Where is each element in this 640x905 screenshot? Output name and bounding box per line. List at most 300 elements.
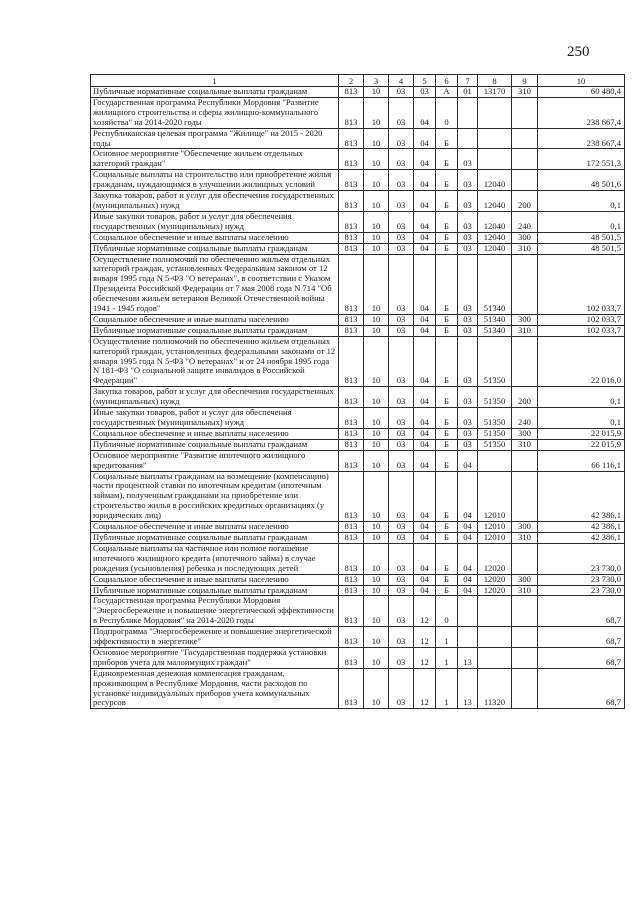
expense-type-cell: 310 xyxy=(512,325,538,336)
amount-cell: 48 501,5 xyxy=(538,232,625,243)
amount-cell: 68,7 xyxy=(538,668,625,709)
measure-cell xyxy=(458,596,478,627)
program-cell: 04 xyxy=(414,585,436,596)
direction-cell: 12040 xyxy=(478,232,512,243)
admin-code-cell: 813 xyxy=(339,170,364,191)
direction-cell: 51350 xyxy=(478,387,512,408)
subprogram-cell: Б xyxy=(436,387,458,408)
admin-code-cell: 813 xyxy=(339,543,364,574)
measure-cell: 04 xyxy=(458,450,478,471)
program-cell: 04 xyxy=(414,408,436,429)
subsection-cell: 03 xyxy=(389,314,414,325)
header-cell: 1 xyxy=(91,75,339,87)
measure-cell: 04 xyxy=(458,585,478,596)
expense-type-cell xyxy=(512,471,538,522)
section-cell: 10 xyxy=(364,149,389,170)
header-cell: 6 xyxy=(436,75,458,87)
header-cell: 5 xyxy=(414,75,436,87)
admin-code-cell: 813 xyxy=(339,668,364,709)
amount-cell: 48 501,6 xyxy=(538,170,625,191)
amount-cell: 42 386,1 xyxy=(538,522,625,533)
header-cell: 10 xyxy=(538,75,625,87)
table-body xyxy=(91,87,625,709)
subprogram-cell: Б xyxy=(436,336,458,387)
amount-cell: 68,7 xyxy=(538,647,625,668)
section-cell: 10 xyxy=(364,574,389,585)
subprogram-cell: Б xyxy=(436,191,458,212)
admin-code-cell: 813 xyxy=(339,585,364,596)
amount-cell: 0,1 xyxy=(538,387,625,408)
section-cell: 10 xyxy=(364,471,389,522)
direction-cell: 51340 xyxy=(478,254,512,314)
table-row xyxy=(91,439,625,450)
subsection-cell: 03 xyxy=(389,574,414,585)
section-cell: 10 xyxy=(364,254,389,314)
row-name-cell: Социальные выплаты на строительство или приобретение жилья гражданам, нуждающимся в улучшении жилищных условий xyxy=(91,170,339,191)
table-header xyxy=(91,75,625,87)
row-name-cell: Основное мероприятие "Обеспечение жильем отдельных категорий граждан" xyxy=(91,149,339,170)
subsection-cell: 03 xyxy=(389,543,414,574)
measure-cell xyxy=(458,128,478,149)
expense-type-cell xyxy=(512,450,538,471)
table-row xyxy=(91,387,625,408)
program-cell: 04 xyxy=(414,325,436,336)
subsection-cell: 03 xyxy=(389,254,414,314)
measure-cell: 03 xyxy=(458,211,478,232)
measure-cell: 04 xyxy=(458,532,478,543)
row-name-cell: Республиканская целевая программа "Жилище" на 2015 - 2020 годы xyxy=(91,128,339,149)
admin-code-cell: 813 xyxy=(339,471,364,522)
expense-type-cell: 300 xyxy=(512,428,538,439)
amount-cell: 22 015,9 xyxy=(538,439,625,450)
program-cell: 12 xyxy=(414,627,436,648)
amount-cell: 23 730,0 xyxy=(538,574,625,585)
expense-type-cell xyxy=(512,627,538,648)
program-cell: 04 xyxy=(414,97,436,128)
direction-cell: 51340 xyxy=(478,325,512,336)
measure-cell: 03 xyxy=(458,170,478,191)
measure-cell: 03 xyxy=(458,232,478,243)
section-cell: 10 xyxy=(364,532,389,543)
subprogram-cell: Б xyxy=(436,408,458,429)
subsection-cell: 03 xyxy=(389,97,414,128)
amount-cell: 60 480,4 xyxy=(538,87,625,98)
expense-type-cell: 300 xyxy=(512,232,538,243)
measure-cell: 03 xyxy=(458,428,478,439)
expense-type-cell xyxy=(512,170,538,191)
section-cell: 10 xyxy=(364,647,389,668)
admin-code-cell: 813 xyxy=(339,532,364,543)
admin-code-cell: 813 xyxy=(339,574,364,585)
amount-cell: 23 730,0 xyxy=(538,585,625,596)
admin-code-cell: 813 xyxy=(339,149,364,170)
row-name-cell: Иные закупки товаров, работ и услуг для обеспечения государственных (муниципальных) нужд xyxy=(91,211,339,232)
admin-code-cell: 813 xyxy=(339,627,364,648)
table-row xyxy=(91,243,625,254)
direction-cell: 51350 xyxy=(478,336,512,387)
expense-type-cell xyxy=(512,647,538,668)
program-cell: 04 xyxy=(414,387,436,408)
table-row xyxy=(91,596,625,627)
subprogram-cell: Б xyxy=(436,585,458,596)
section-cell: 10 xyxy=(364,97,389,128)
measure-cell: 03 xyxy=(458,314,478,325)
amount-cell: 42 386,1 xyxy=(538,532,625,543)
table-row xyxy=(91,149,625,170)
section-cell: 10 xyxy=(364,543,389,574)
amount-cell: 23 730,0 xyxy=(538,543,625,574)
subsection-cell: 03 xyxy=(389,149,414,170)
section-cell: 10 xyxy=(364,170,389,191)
subprogram-cell: Б xyxy=(436,254,458,314)
row-name-cell: Публичные нормативные социальные выплаты гражданам xyxy=(91,325,339,336)
row-name-cell: Осуществление полномочий по обеспечению жильем отдельных категорий граждан, установленных Федеральным законом от 12 января 1995 года N 5-ФЗ "О ветеранах", в соответствии с Указом Президента Российской Федерации от 7 мая 2008 года N 714 "Об обеспечении жильем ветеранов Великой Отечественной войны 1941 - 1945 годов" xyxy=(91,254,339,314)
measure-cell: 03 xyxy=(458,243,478,254)
direction-cell xyxy=(478,450,512,471)
table-row xyxy=(91,314,625,325)
section-cell: 10 xyxy=(364,668,389,709)
direction-cell: 12020 xyxy=(478,585,512,596)
measure-cell xyxy=(458,97,478,128)
row-name-cell: Публичные нормативные социальные выплаты гражданам xyxy=(91,585,339,596)
table-row xyxy=(91,325,625,336)
section-cell: 10 xyxy=(364,325,389,336)
amount-cell: 22 015,9 xyxy=(538,428,625,439)
subsection-cell: 03 xyxy=(389,627,414,648)
program-cell: 04 xyxy=(414,543,436,574)
direction-cell: 13170 xyxy=(478,87,512,98)
subprogram-cell: 0 xyxy=(436,97,458,128)
subsection-cell: 03 xyxy=(389,128,414,149)
subprogram-cell: 1 xyxy=(436,627,458,648)
admin-code-cell: 813 xyxy=(339,128,364,149)
direction-cell: 12010 xyxy=(478,471,512,522)
expense-type-cell: 200 xyxy=(512,191,538,212)
amount-cell: 0,1 xyxy=(538,408,625,429)
expense-type-cell: 300 xyxy=(512,522,538,533)
admin-code-cell: 813 xyxy=(339,191,364,212)
table-row xyxy=(91,87,625,98)
expense-type-cell: 310 xyxy=(512,87,538,98)
row-name-cell: Социальное обеспечение и иные выплаты населению xyxy=(91,232,339,243)
table-row xyxy=(91,574,625,585)
amount-cell: 238 667,4 xyxy=(538,128,625,149)
table-row xyxy=(91,647,625,668)
subsection-cell: 03 xyxy=(389,408,414,429)
expense-type-cell: 240 xyxy=(512,211,538,232)
subprogram-cell: Б xyxy=(436,574,458,585)
admin-code-cell: 813 xyxy=(339,387,364,408)
table-row xyxy=(91,668,625,709)
row-name-cell: Публичные нормативные социальные выплаты гражданам xyxy=(91,243,339,254)
admin-code-cell: 813 xyxy=(339,254,364,314)
expense-type-cell xyxy=(512,543,538,574)
direction-cell xyxy=(478,149,512,170)
subprogram-cell: Б xyxy=(436,471,458,522)
direction-cell: 12040 xyxy=(478,211,512,232)
row-name-cell: Публичные нормативные социальные выплаты гражданам xyxy=(91,87,339,98)
table-row xyxy=(91,522,625,533)
subprogram-cell: Б xyxy=(436,543,458,574)
subprogram-cell: Б xyxy=(436,314,458,325)
row-name-cell: Государственная программа Республики Мордовия "Энергосбережение и повышение энергетической эффективности в Республике Мордовия" на 2014-2020 годы xyxy=(91,596,339,627)
amount-cell: 66 116,1 xyxy=(538,450,625,471)
row-name-cell: Закупка товаров, работ и услуг для обеспечения государственных (муниципальных) нужд xyxy=(91,191,339,212)
admin-code-cell: 813 xyxy=(339,325,364,336)
direction-cell xyxy=(478,596,512,627)
expense-type-cell xyxy=(512,596,538,627)
program-cell: 04 xyxy=(414,191,436,212)
measure-cell: 03 xyxy=(458,439,478,450)
direction-cell: 12020 xyxy=(478,543,512,574)
program-cell: 04 xyxy=(414,450,436,471)
admin-code-cell: 813 xyxy=(339,336,364,387)
measure-cell: 01 xyxy=(458,87,478,98)
measure-cell: 13 xyxy=(458,647,478,668)
amount-cell: 22 016,0 xyxy=(538,336,625,387)
row-name-cell: Социальное обеспечение и иные выплаты населению xyxy=(91,522,339,533)
admin-code-cell: 813 xyxy=(339,522,364,533)
direction-cell xyxy=(478,647,512,668)
subprogram-cell: Б xyxy=(436,439,458,450)
header-row xyxy=(91,75,625,87)
row-name-cell: Иные закупки товаров, работ и услуг для обеспечения государственных (муниципальных) нужд xyxy=(91,408,339,429)
table-row xyxy=(91,97,625,128)
program-cell: 04 xyxy=(414,336,436,387)
header-cell: 2 xyxy=(339,75,364,87)
measure-cell: 03 xyxy=(458,191,478,212)
table-row xyxy=(91,627,625,648)
direction-cell: 51340 xyxy=(478,314,512,325)
row-name-cell: Социальные выплаты на частичное или полное погашение ипотечного жилищного кредита (ипотечного займа) в случае рождения (усыновления) ребенка и последующих детей xyxy=(91,543,339,574)
amount-cell: 68,7 xyxy=(538,596,625,627)
expense-type-cell xyxy=(512,149,538,170)
subsection-cell: 03 xyxy=(389,471,414,522)
program-cell: 04 xyxy=(414,439,436,450)
subprogram-cell: 1 xyxy=(436,647,458,668)
direction-cell: 12020 xyxy=(478,574,512,585)
subprogram-cell: Б xyxy=(436,532,458,543)
subsection-cell: 03 xyxy=(389,211,414,232)
row-name-cell: Подпрограмма "Энергосбережение и повышение энергетической эффективности в энергетике" xyxy=(91,627,339,648)
direction-cell: 11320 xyxy=(478,668,512,709)
subsection-cell: 03 xyxy=(389,532,414,543)
measure-cell: 03 xyxy=(458,336,478,387)
measure-cell: 03 xyxy=(458,387,478,408)
measure-cell: 13 xyxy=(458,668,478,709)
expense-type-cell: 200 xyxy=(512,387,538,408)
subprogram-cell: Б xyxy=(436,428,458,439)
section-cell: 10 xyxy=(364,314,389,325)
direction-cell: 12010 xyxy=(478,522,512,533)
table-row xyxy=(91,585,625,596)
program-cell: 04 xyxy=(414,243,436,254)
subprogram-cell: Б xyxy=(436,325,458,336)
table-row xyxy=(91,254,625,314)
row-name-cell: Социальное обеспечение и иные выплаты населению xyxy=(91,574,339,585)
section-cell: 10 xyxy=(364,211,389,232)
program-cell: 12 xyxy=(414,647,436,668)
subsection-cell: 03 xyxy=(389,325,414,336)
table-row xyxy=(91,211,625,232)
subsection-cell: 03 xyxy=(389,428,414,439)
table-row xyxy=(91,450,625,471)
direction-cell: 12040 xyxy=(478,243,512,254)
amount-cell: 172 551,3 xyxy=(538,149,625,170)
amount-cell: 68,7 xyxy=(538,627,625,648)
subsection-cell: 03 xyxy=(389,668,414,709)
amount-cell: 102 033,7 xyxy=(538,314,625,325)
expense-type-cell xyxy=(512,254,538,314)
row-name-cell: Закупка товаров, работ и услуг для обеспечения государственных (муниципальных) нужд xyxy=(91,387,339,408)
subprogram-cell: Б xyxy=(436,149,458,170)
table-row xyxy=(91,232,625,243)
section-cell: 10 xyxy=(364,387,389,408)
admin-code-cell: 813 xyxy=(339,596,364,627)
section-cell: 10 xyxy=(364,191,389,212)
table-row xyxy=(91,191,625,212)
measure-cell: 03 xyxy=(458,325,478,336)
measure-cell: 03 xyxy=(458,149,478,170)
section-cell: 10 xyxy=(364,428,389,439)
program-cell: 12 xyxy=(414,596,436,627)
expense-type-cell: 300 xyxy=(512,574,538,585)
program-cell: 04 xyxy=(414,128,436,149)
subsection-cell: 03 xyxy=(389,522,414,533)
subsection-cell: 03 xyxy=(389,596,414,627)
section-cell: 10 xyxy=(364,596,389,627)
subprogram-cell: 1 xyxy=(436,668,458,709)
page-number: 250 xyxy=(567,44,590,60)
measure-cell: 04 xyxy=(458,471,478,522)
program-cell: 04 xyxy=(414,314,436,325)
program-cell: 04 xyxy=(414,170,436,191)
program-cell: 04 xyxy=(414,471,436,522)
section-cell: 10 xyxy=(364,585,389,596)
subsection-cell: 03 xyxy=(389,387,414,408)
section-cell: 10 xyxy=(364,522,389,533)
expense-type-cell xyxy=(512,97,538,128)
budget-table xyxy=(90,74,625,709)
subprogram-cell: Б xyxy=(436,211,458,232)
admin-code-cell: 813 xyxy=(339,314,364,325)
measure-cell xyxy=(458,627,478,648)
program-cell: 04 xyxy=(414,428,436,439)
subsection-cell: 03 xyxy=(389,191,414,212)
direction-cell: 51350 xyxy=(478,408,512,429)
amount-cell: 48 501,5 xyxy=(538,243,625,254)
direction-cell: 51350 xyxy=(478,439,512,450)
expense-type-cell: 310 xyxy=(512,439,538,450)
program-cell: 04 xyxy=(414,532,436,543)
subprogram-cell: Б xyxy=(436,522,458,533)
admin-code-cell: 813 xyxy=(339,450,364,471)
admin-code-cell: 813 xyxy=(339,408,364,429)
direction-cell: 12040 xyxy=(478,191,512,212)
admin-code-cell: 813 xyxy=(339,647,364,668)
section-cell: 10 xyxy=(364,128,389,149)
amount-cell: 0,1 xyxy=(538,191,625,212)
table-row xyxy=(91,408,625,429)
direction-cell: 12040 xyxy=(478,170,512,191)
table-row xyxy=(91,428,625,439)
section-cell: 10 xyxy=(364,87,389,98)
amount-cell: 238 667,4 xyxy=(538,97,625,128)
row-name-cell: Основное мероприятие "Развитие ипотечного жилищного кредитования" xyxy=(91,450,339,471)
section-cell: 10 xyxy=(364,627,389,648)
subprogram-cell: 0 xyxy=(436,596,458,627)
header-cell: 9 xyxy=(512,75,538,87)
row-name-cell: Социальные выплаты гражданам на возмещение (компенсацию) части процентной ставки по ипотечным кредитам (ипотечным займам), полученным гражданами на приобретение или строительство жилья в российских кредитных организациях (у юридических лиц) xyxy=(91,471,339,522)
header-cell: 3 xyxy=(364,75,389,87)
subsection-cell: 03 xyxy=(389,87,414,98)
row-name-cell: Социальное обеспечение и иные выплаты населению xyxy=(91,314,339,325)
amount-cell: 0,1 xyxy=(538,211,625,232)
row-name-cell: Социальное обеспечение и иные выплаты населению xyxy=(91,428,339,439)
program-cell: 04 xyxy=(414,574,436,585)
expense-type-cell: 300 xyxy=(512,314,538,325)
admin-code-cell: 813 xyxy=(339,439,364,450)
row-name-cell: Основное мероприятие "Государственная поддержка установки приборов учета для малоимущих граждан" xyxy=(91,647,339,668)
measure-cell: 04 xyxy=(458,522,478,533)
header-cell: 8 xyxy=(478,75,512,87)
table-row xyxy=(91,128,625,149)
expense-type-cell: 310 xyxy=(512,243,538,254)
section-cell: 10 xyxy=(364,243,389,254)
table-row xyxy=(91,532,625,543)
program-cell: 04 xyxy=(414,522,436,533)
row-name-cell: Публичные нормативные социальные выплаты гражданам xyxy=(91,439,339,450)
amount-cell: 102 033,7 xyxy=(538,325,625,336)
row-name-cell: Единовременная денежная компенсация гражданам, проживающим в Республике Мордовия, части расходов по установке индивидуальных приборов учета коммунальных ресурсов xyxy=(91,668,339,709)
expense-type-cell xyxy=(512,128,538,149)
direction-cell: 12010 xyxy=(478,532,512,543)
admin-code-cell: 813 xyxy=(339,87,364,98)
direction-cell xyxy=(478,128,512,149)
direction-cell: 51350 xyxy=(478,428,512,439)
amount-cell: 42 386,1 xyxy=(538,471,625,522)
expense-type-cell xyxy=(512,668,538,709)
admin-code-cell: 813 xyxy=(339,243,364,254)
subsection-cell: 03 xyxy=(389,647,414,668)
program-cell: 03 xyxy=(414,87,436,98)
row-name-cell: Публичные нормативные социальные выплаты гражданам xyxy=(91,532,339,543)
program-cell: 04 xyxy=(414,254,436,314)
section-cell: 10 xyxy=(364,450,389,471)
row-name-cell: Государственная программа Республики Мордовия "Развитие жилищного строительства и сферы жилищно-коммунального хозяйства" на 2014-2020 годы xyxy=(91,97,339,128)
subprogram-cell: Б xyxy=(436,232,458,243)
subprogram-cell: Б xyxy=(436,128,458,149)
expense-type-cell xyxy=(512,336,538,387)
admin-code-cell: 813 xyxy=(339,211,364,232)
header-cell: 4 xyxy=(389,75,414,87)
program-cell: 04 xyxy=(414,149,436,170)
section-cell: 10 xyxy=(364,408,389,429)
section-cell: 10 xyxy=(364,336,389,387)
expense-type-cell: 310 xyxy=(512,585,538,596)
measure-cell: 03 xyxy=(458,254,478,314)
subsection-cell: 03 xyxy=(389,336,414,387)
section-cell: 10 xyxy=(364,439,389,450)
subsection-cell: 03 xyxy=(389,585,414,596)
measure-cell: 03 xyxy=(458,408,478,429)
program-cell: 04 xyxy=(414,232,436,243)
table-row xyxy=(91,170,625,191)
subprogram-cell: А xyxy=(436,87,458,98)
subsection-cell: 03 xyxy=(389,243,414,254)
measure-cell: 04 xyxy=(458,543,478,574)
amount-cell: 102 033,7 xyxy=(538,254,625,314)
